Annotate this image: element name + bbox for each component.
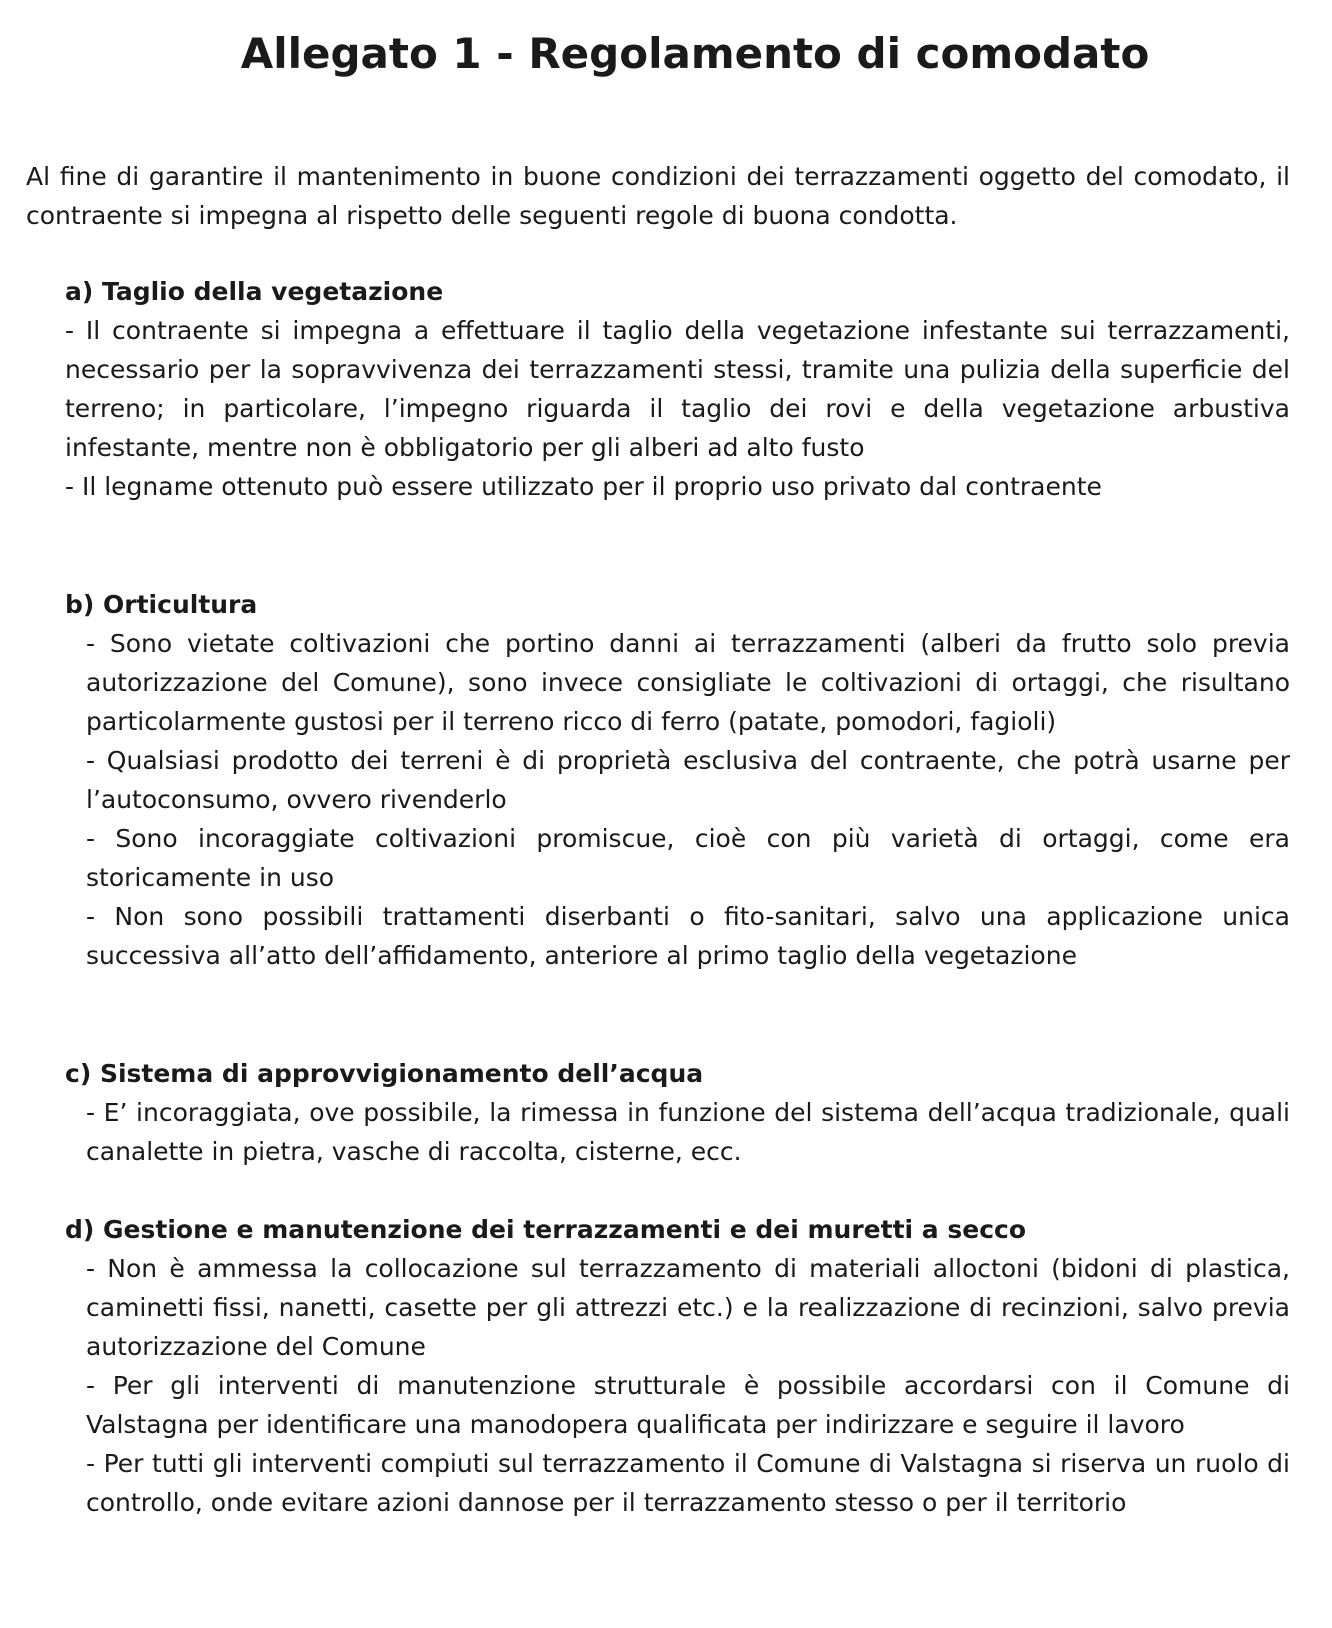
list-item: - Sono vietate coltivazioni che portino danni ai terrazzamenti (alberi da frutto solo previa autorizzazione del Comune), sono invece consigliate le coltivazioni di ortaggi, che risultano particolarmente gustosi per il terreno ricco di ferro (patate, pomodori, fagioli) (86, 629, 1290, 736)
section-heading: c) Sistema di approvvigionamento dell’acqua (65, 1059, 704, 1088)
section-heading: a) Taglio della vegetazione (65, 277, 444, 306)
section-items (86, 1093, 1290, 1171)
section-heading: d) Gestione e manutenzione dei terrazzamenti e dei muretti a secco (65, 1215, 1027, 1244)
section-heading: b) Orticultura (65, 590, 258, 619)
list-item: - Il legname ottenuto può essere utilizzato per il proprio uso privato dal contraente (65, 472, 1102, 501)
list-item: - Il contraente si impegna a effettuare il taglio della vegetazione infestante sui terrazzamenti, necessario per la sopravvivenza dei terrazzamenti stessi, tramite una pulizia della superficie del terreno; in particolare, l’impegno riguarda il taglio dei rovi e della vegetazione arbustiva infestante, mentre non è obbligatorio per gli alberi ad alto fusto (65, 316, 1290, 462)
list-item: - Non è ammessa la collocazione sul terrazzamento di materiali alloctoni (bidoni di plastica, caminetti fissi, nanetti, casette per gli attrezzi etc.) e la realizzazione di recinzioni, salvo previa autorizzazione del Comune (86, 1254, 1290, 1361)
section-items (86, 624, 1290, 975)
list-item: - Sono incoraggiate coltivazioni promiscue, cioè con più varietà di ortaggi, come era storicamente in uso (86, 824, 1290, 892)
list-item: - Qualsiasi prodotto dei terreni è di proprietà esclusiva del contraente, che potrà usarne per l’autoconsumo, ovvero rivenderlo (86, 746, 1290, 814)
section-items (86, 1249, 1290, 1522)
list-item: - Per tutti gli interventi compiuti sul terrazzamento il Comune di Valstagna si riserva un ruolo di controllo, onde evitare azioni dannose per il terrazzamento stesso o per il territorio (86, 1449, 1290, 1517)
intro-paragraph: Al fine di garantire il mantenimento in buone condizioni dei terrazzamenti oggetto del comodato, il contraente si impegna al rispetto delle seguenti regole di buona condotta. (26, 162, 1290, 230)
section-items (65, 311, 1290, 506)
list-item: - Non sono possibili trattamenti diserbanti o fito-sanitari, salvo una applicazione unica successiva all’atto dell’affidamento, anteriore al primo taglio della vegetazione (86, 902, 1290, 970)
list-item: - Per gli interventi di manutenzione strutturale è possibile accordarsi con il Comune di Valstagna per identificare una manodopera qualificata per indirizzare e seguire il lavoro (86, 1371, 1290, 1439)
document-title: Allegato 1 - Regolamento di comodato (240, 29, 1150, 78)
list-item: - E’ incoraggiata, ove possibile, la rimessa in funzione del sistema dell’acqua tradizionale, quali canalette in pietra, vasche di raccolta, cisterne, ecc. (86, 1098, 1290, 1166)
